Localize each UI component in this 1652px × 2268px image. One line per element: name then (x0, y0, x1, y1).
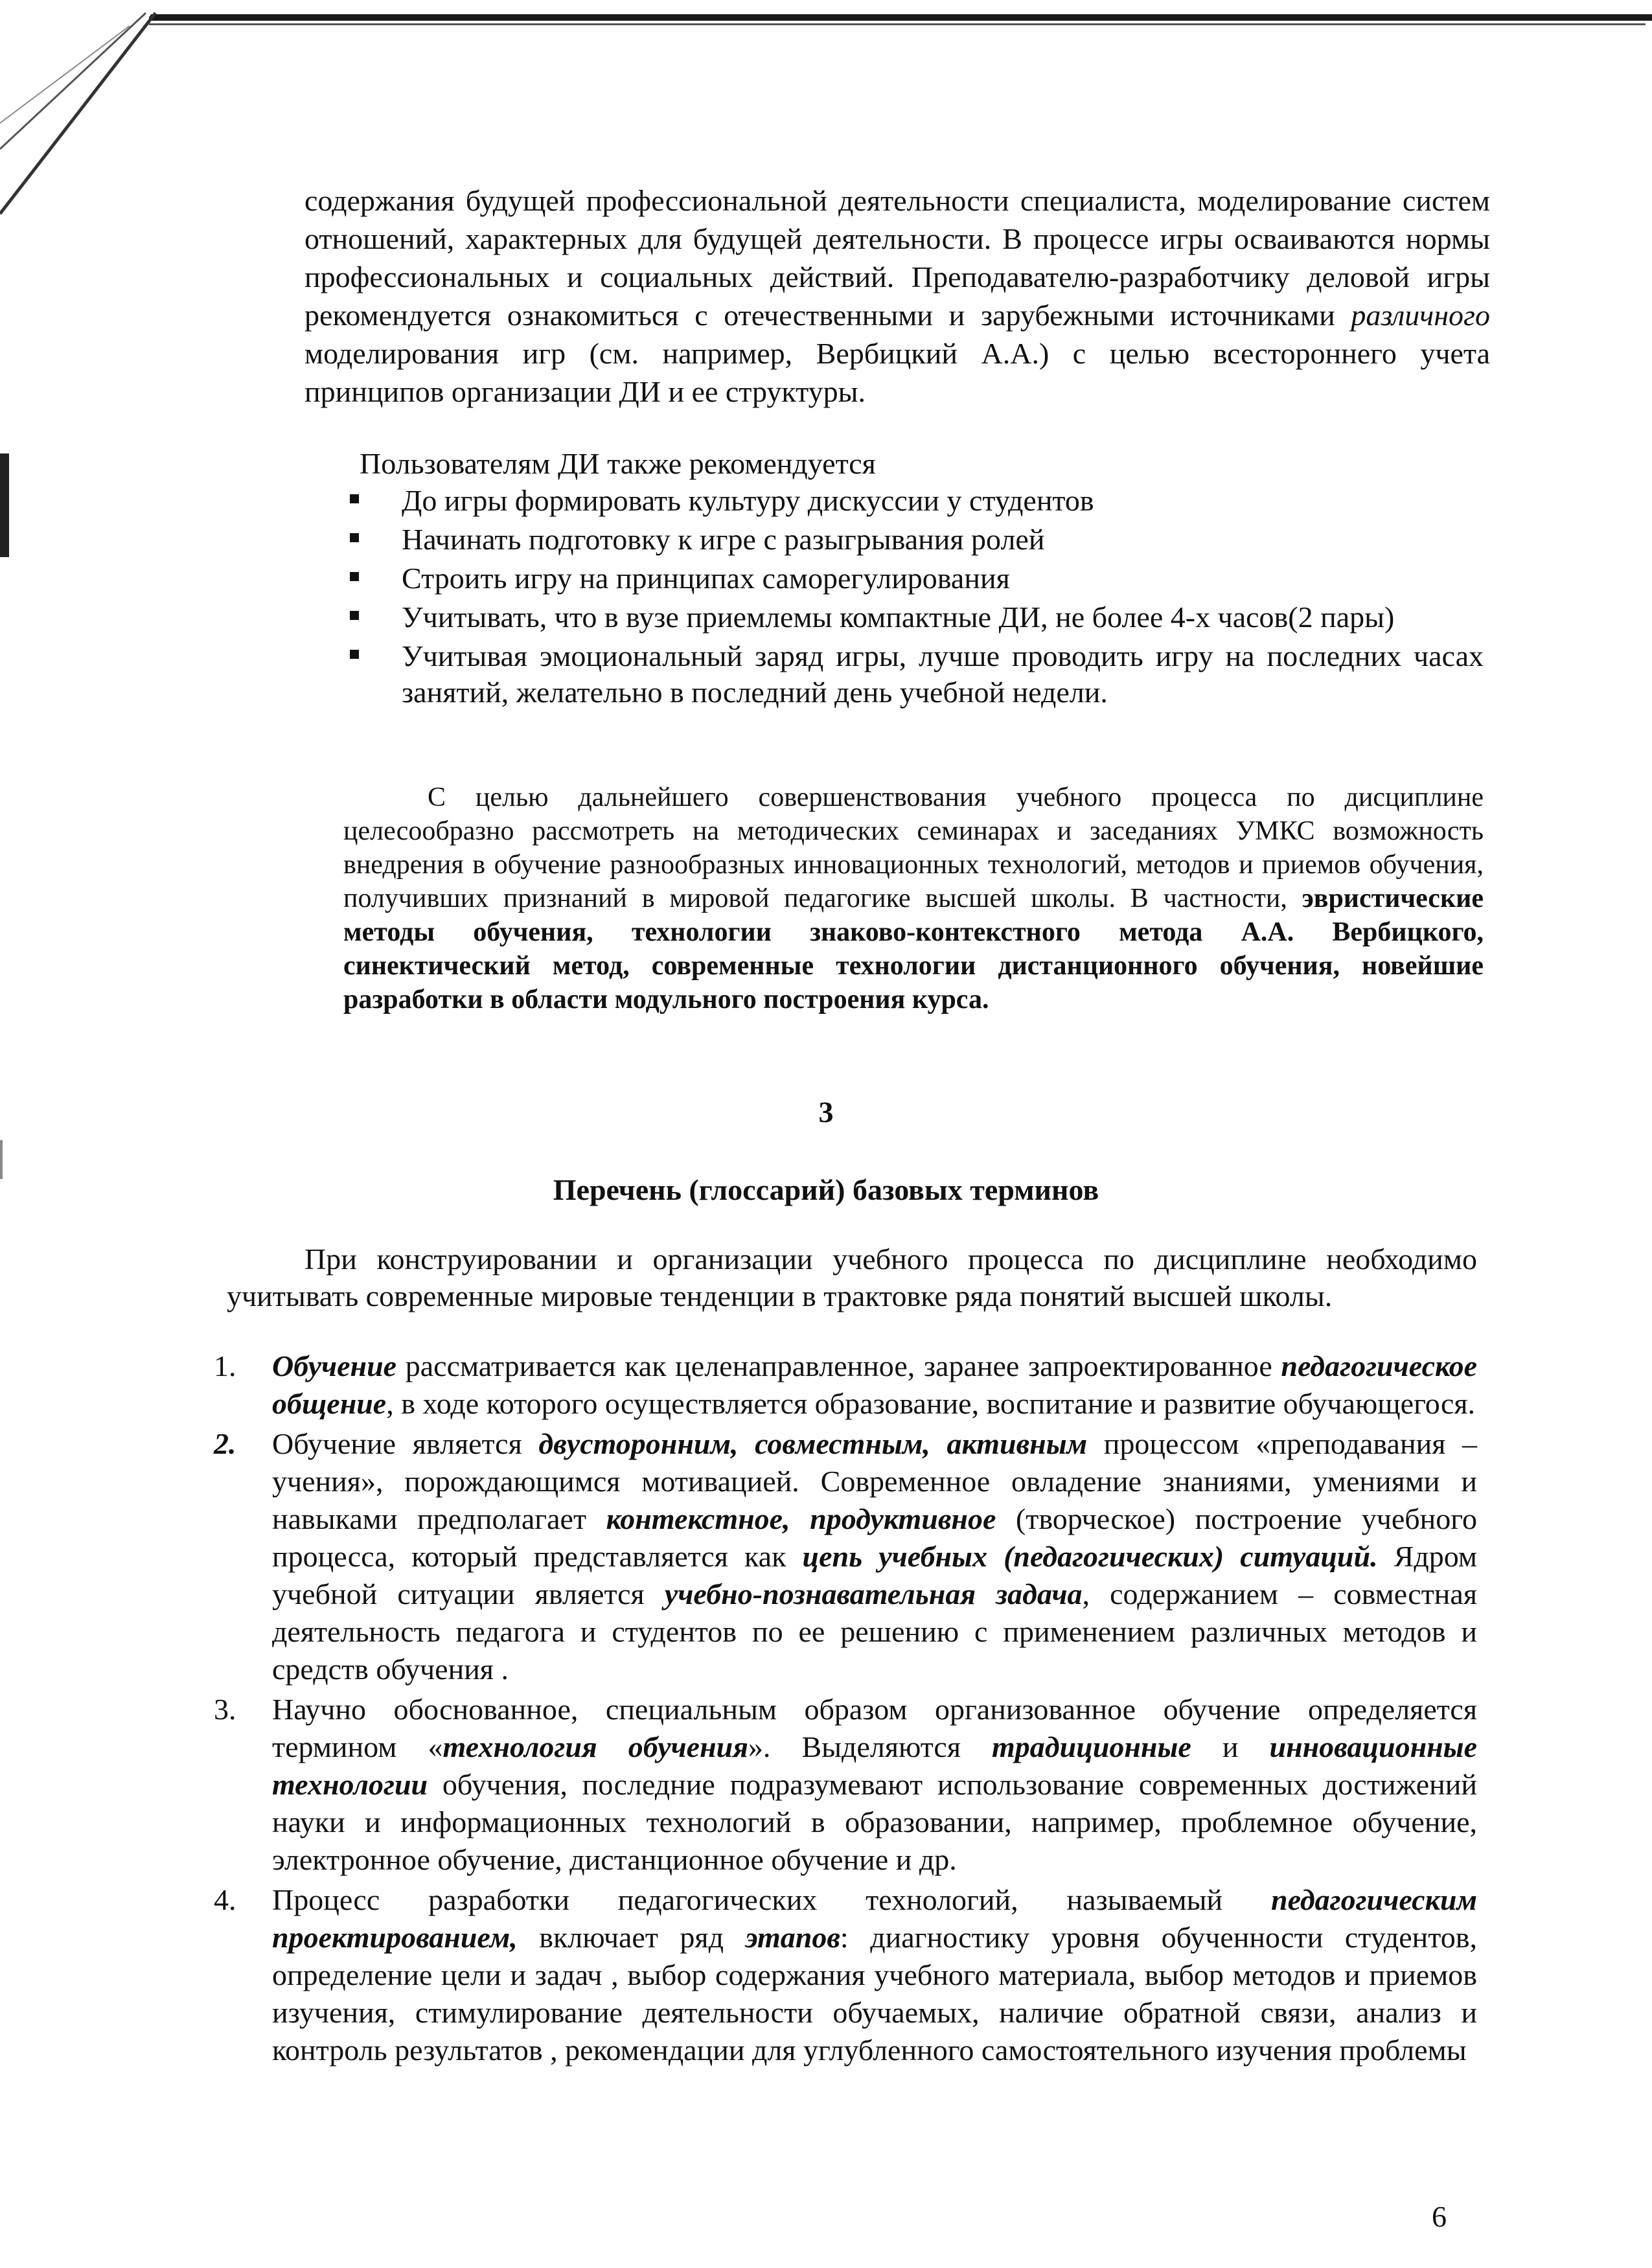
term: учебно-познавательная задача (664, 1577, 1083, 1610)
scan-top-border (149, 14, 1652, 21)
bullet-marker (350, 494, 359, 503)
continuation-italic: различного (1351, 299, 1490, 332)
item-text: Обучение является (272, 1427, 539, 1460)
improvement-bold-text: эвристические методы обучения, технологии знаково-контекстного метода А.А. Вербицкого, синектический метод, современные технологии дистанционного обучения, новейшие разработки в области модульного построения курса. (343, 884, 1484, 1014)
scan-corner-shadow (0, 0, 207, 272)
term: цепь учебных (педагогических) ситуаций. (802, 1540, 1378, 1573)
item-text: включает ряд (517, 1921, 746, 1954)
glossary-intro: При конструировании и организации учебного процесса по дисциплине необходимо учитывать современные мировые тенденции в трактовке ряда понятий высшей школы. (227, 1243, 1477, 1312)
term: технология обучения (442, 1730, 748, 1763)
section-title: Перечень (глоссарий) базовых терминов (553, 1173, 1099, 1206)
list-item (402, 599, 1484, 636)
term: этапов (745, 1921, 840, 1954)
item-number: 1. (214, 1349, 236, 1382)
list-item (402, 560, 1484, 597)
item-text: Ядром учебной ситуации является (272, 1540, 1477, 1610)
item-number: 3. (214, 1693, 236, 1726)
term: двусторонним, совместным, активным (538, 1427, 1088, 1460)
glossary-list (214, 1347, 1477, 2072)
term: традиционные (992, 1730, 1191, 1763)
glossary-item-2 (214, 1425, 1478, 1688)
item-number: 2. (214, 1427, 236, 1460)
item-text: рассматривается как целенаправленное, заранее запроектированное (396, 1349, 1281, 1382)
list-item-text: Учитывать, что в вузе приемлемы компактные ДИ, не более 4-х часов(2 пары) (402, 601, 1395, 634)
item-text: обучения, последние подразумевают использование современных достижений науки и информационных технологий в образовании, например, проблемное обучение, электронное обучение, дистанционное обучение и др. (272, 1768, 1477, 1876)
bullet-marker (350, 611, 359, 620)
list-item (402, 521, 1484, 558)
term: контекстное, продуктивное (606, 1502, 996, 1535)
bullet-marker (350, 572, 359, 581)
glossary-item-4 (214, 1881, 1477, 2069)
list-item-text: Строить игру на принципах саморегулирования (402, 562, 1010, 595)
scan-top-border-thin (149, 23, 1646, 25)
recommend-intro (360, 444, 1487, 483)
item-text: : диагностику уровня обученности студентов, определение цели и задач , выбор содержания учебного материала, выбор методов и приемов изучения, стимулирование деятельности обучаемых, наличие обратной связи, анализ и контроль результатов , рекомендации для углубленного самостоятельного изучения проблемы (272, 1921, 1477, 2067)
page-number: 6 (1432, 2200, 1447, 2233)
recommend-intro-text: Пользователям ДИ также рекомендуется (360, 447, 876, 480)
recommendation-list (343, 483, 1484, 713)
list-item-text: Учитывая эмоциональный заряд игры, лучше проводить игру на последних часах занятий, желательно в последний день учебной недели. (402, 639, 1484, 709)
term: Обучение (272, 1349, 397, 1382)
item-text: Процесс разработки педагогических технологий, называемый (272, 1883, 1271, 1916)
list-item-text: До игры формировать культуру дискуссии у студентов (402, 484, 1094, 517)
item-text: Научно обоснованное, специальным образом организованное обучение определяется термином « (272, 1693, 1477, 1763)
item-text: процессом «преподавания – учения», порождающимся мотивацией. Современное овладение знаниями, умениями и навыками предполагает (272, 1427, 1477, 1535)
term: педагогическое общение (272, 1349, 1477, 1420)
glossary-item-3 (214, 1691, 1477, 1879)
improvement-paragraph (343, 781, 1484, 1016)
continuation-text-1: содержания будущей профессиональной деятельности специалиста, моделирование систем отношений, характерных для будущей деятельности. В процессе игры осваиваются нормы профессиональных и социальных действий. Преподавателю-разработчику деловой игры рекомендуется ознакомиться с отечественными и зарубежными источниками (304, 184, 1490, 332)
bullet-marker (350, 650, 359, 659)
item-text: ». Выделяются (748, 1730, 992, 1763)
continuation-paragraph (304, 181, 1490, 411)
item-text: и (1191, 1730, 1270, 1763)
term: педагогическим проектированием, (272, 1883, 1477, 1954)
scan-left-edge-mark (0, 453, 9, 557)
item-number: 4. (214, 1883, 236, 1916)
section-number: 3 (818, 1095, 834, 1128)
item-text: , содержанием – совместная деятельность педагога и студентов по ее решению с применением различных методов и средств обучения . (272, 1577, 1478, 1686)
glossary-item-1 (214, 1347, 1477, 1423)
improvement-text: С целью дальнейшего совершенствования учебного процесса по дисциплине целесообразно рассмотреть на методических семинарах и заседаниях УМКС возможность внедрения в обучение разнообразных инновационных технологий, методов и приемов обучения, получивших признаний в мировой педагогике высшей школы. В частности, (343, 783, 1484, 913)
list-item (402, 483, 1484, 519)
continuation-text-2: моделирования игр (см. например, Вербицкий А.А.) с целью всестороннего учета принципов организации ДИ и ее структуры. (304, 337, 1490, 408)
list-item-text: Начинать подготовку к игре с разыгрывания ролей (402, 523, 1045, 556)
list-item (402, 638, 1484, 711)
term: инновационные технологии (272, 1730, 1477, 1801)
item-text: (творческое) построение учебного процесса, который представляется как (272, 1502, 1478, 1573)
bullet-marker (350, 533, 359, 542)
item-text: , в ходе которого осуществляется образование, воспитание и развитие обучающегося. (386, 1387, 1476, 1420)
